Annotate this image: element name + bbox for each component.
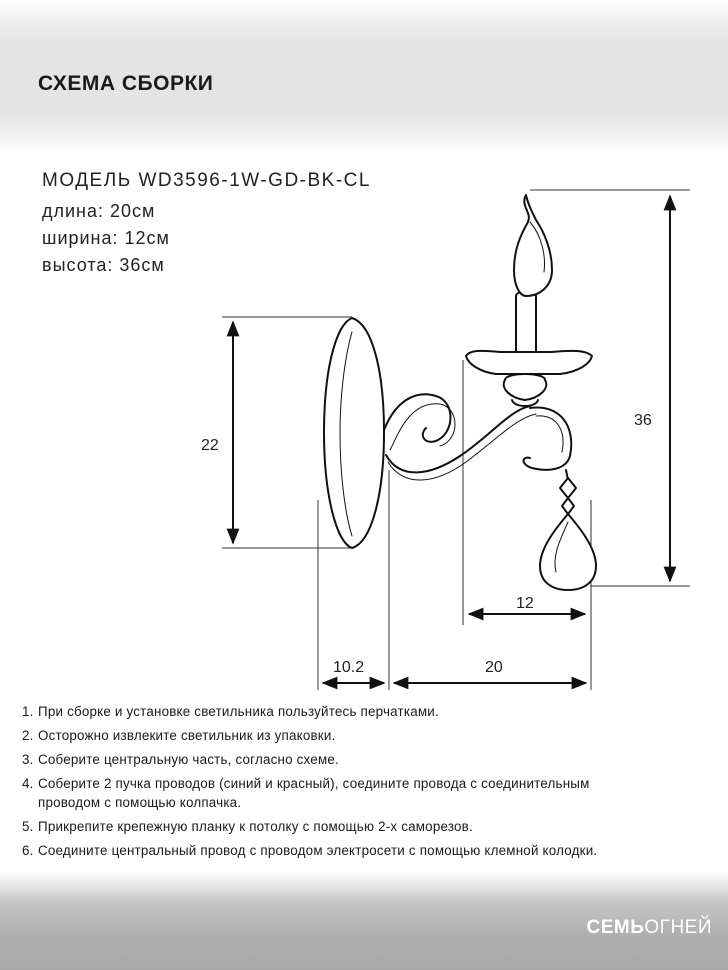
item-text: Соберите 2 пучка проводов (синий и красный), соедините провода с соединительным xyxy=(38,776,590,791)
sconce-illustration xyxy=(324,195,596,590)
item-number: 1. xyxy=(22,704,34,719)
brand-logo xyxy=(586,917,712,939)
list-item xyxy=(22,817,712,836)
list-item xyxy=(22,750,712,769)
brand-bold: СЕМЬ xyxy=(586,917,645,938)
spec-width: ширина: 12см xyxy=(42,228,170,248)
list-item xyxy=(22,726,712,745)
spec-height: высота: 36см xyxy=(42,255,165,275)
list-item xyxy=(22,774,712,812)
item-text-continued: проводом с помощью колпачка. xyxy=(38,795,242,810)
dimension-lines xyxy=(233,196,670,683)
list-item xyxy=(22,841,712,860)
page-title: СХЕМА СБОРКИ xyxy=(38,72,214,95)
item-number: 2. xyxy=(22,728,34,743)
item-number: 6. xyxy=(22,843,34,858)
item-text: Прикрепите крепежную планку к потолку с помощью 2-х саморезов. xyxy=(38,819,473,834)
brand-light: ОГНЕЙ xyxy=(644,917,712,938)
item-text: Соберите центральную часть, согласно схеме. xyxy=(38,752,339,767)
dim-total-height: 36 xyxy=(634,412,652,429)
list-item xyxy=(22,702,712,721)
dim-length: 20 xyxy=(485,659,503,676)
item-text: Соедините центральный провод с проводом электросети с помощью клемной колодки. xyxy=(38,843,598,858)
dim-backplate-depth: 10.2 xyxy=(333,659,365,676)
spec-model: МОДЕЛЬ WD3596-1W-GD-BK-CL xyxy=(42,170,371,191)
item-text: При сборке и установке светильника пользуйтесь перчатками. xyxy=(38,704,439,719)
item-number: 5. xyxy=(22,819,34,834)
instructions-list xyxy=(22,702,712,865)
item-text: Осторожно извлеките светильник из упаковки. xyxy=(38,728,336,743)
item-number: 3. xyxy=(22,752,34,767)
dim-arm-width: 12 xyxy=(516,595,534,612)
spec-length: длина: 20см xyxy=(42,201,156,221)
dim-backplate-height: 22 xyxy=(201,437,219,454)
extension-lines xyxy=(222,190,690,690)
item-number: 4. xyxy=(22,776,34,791)
